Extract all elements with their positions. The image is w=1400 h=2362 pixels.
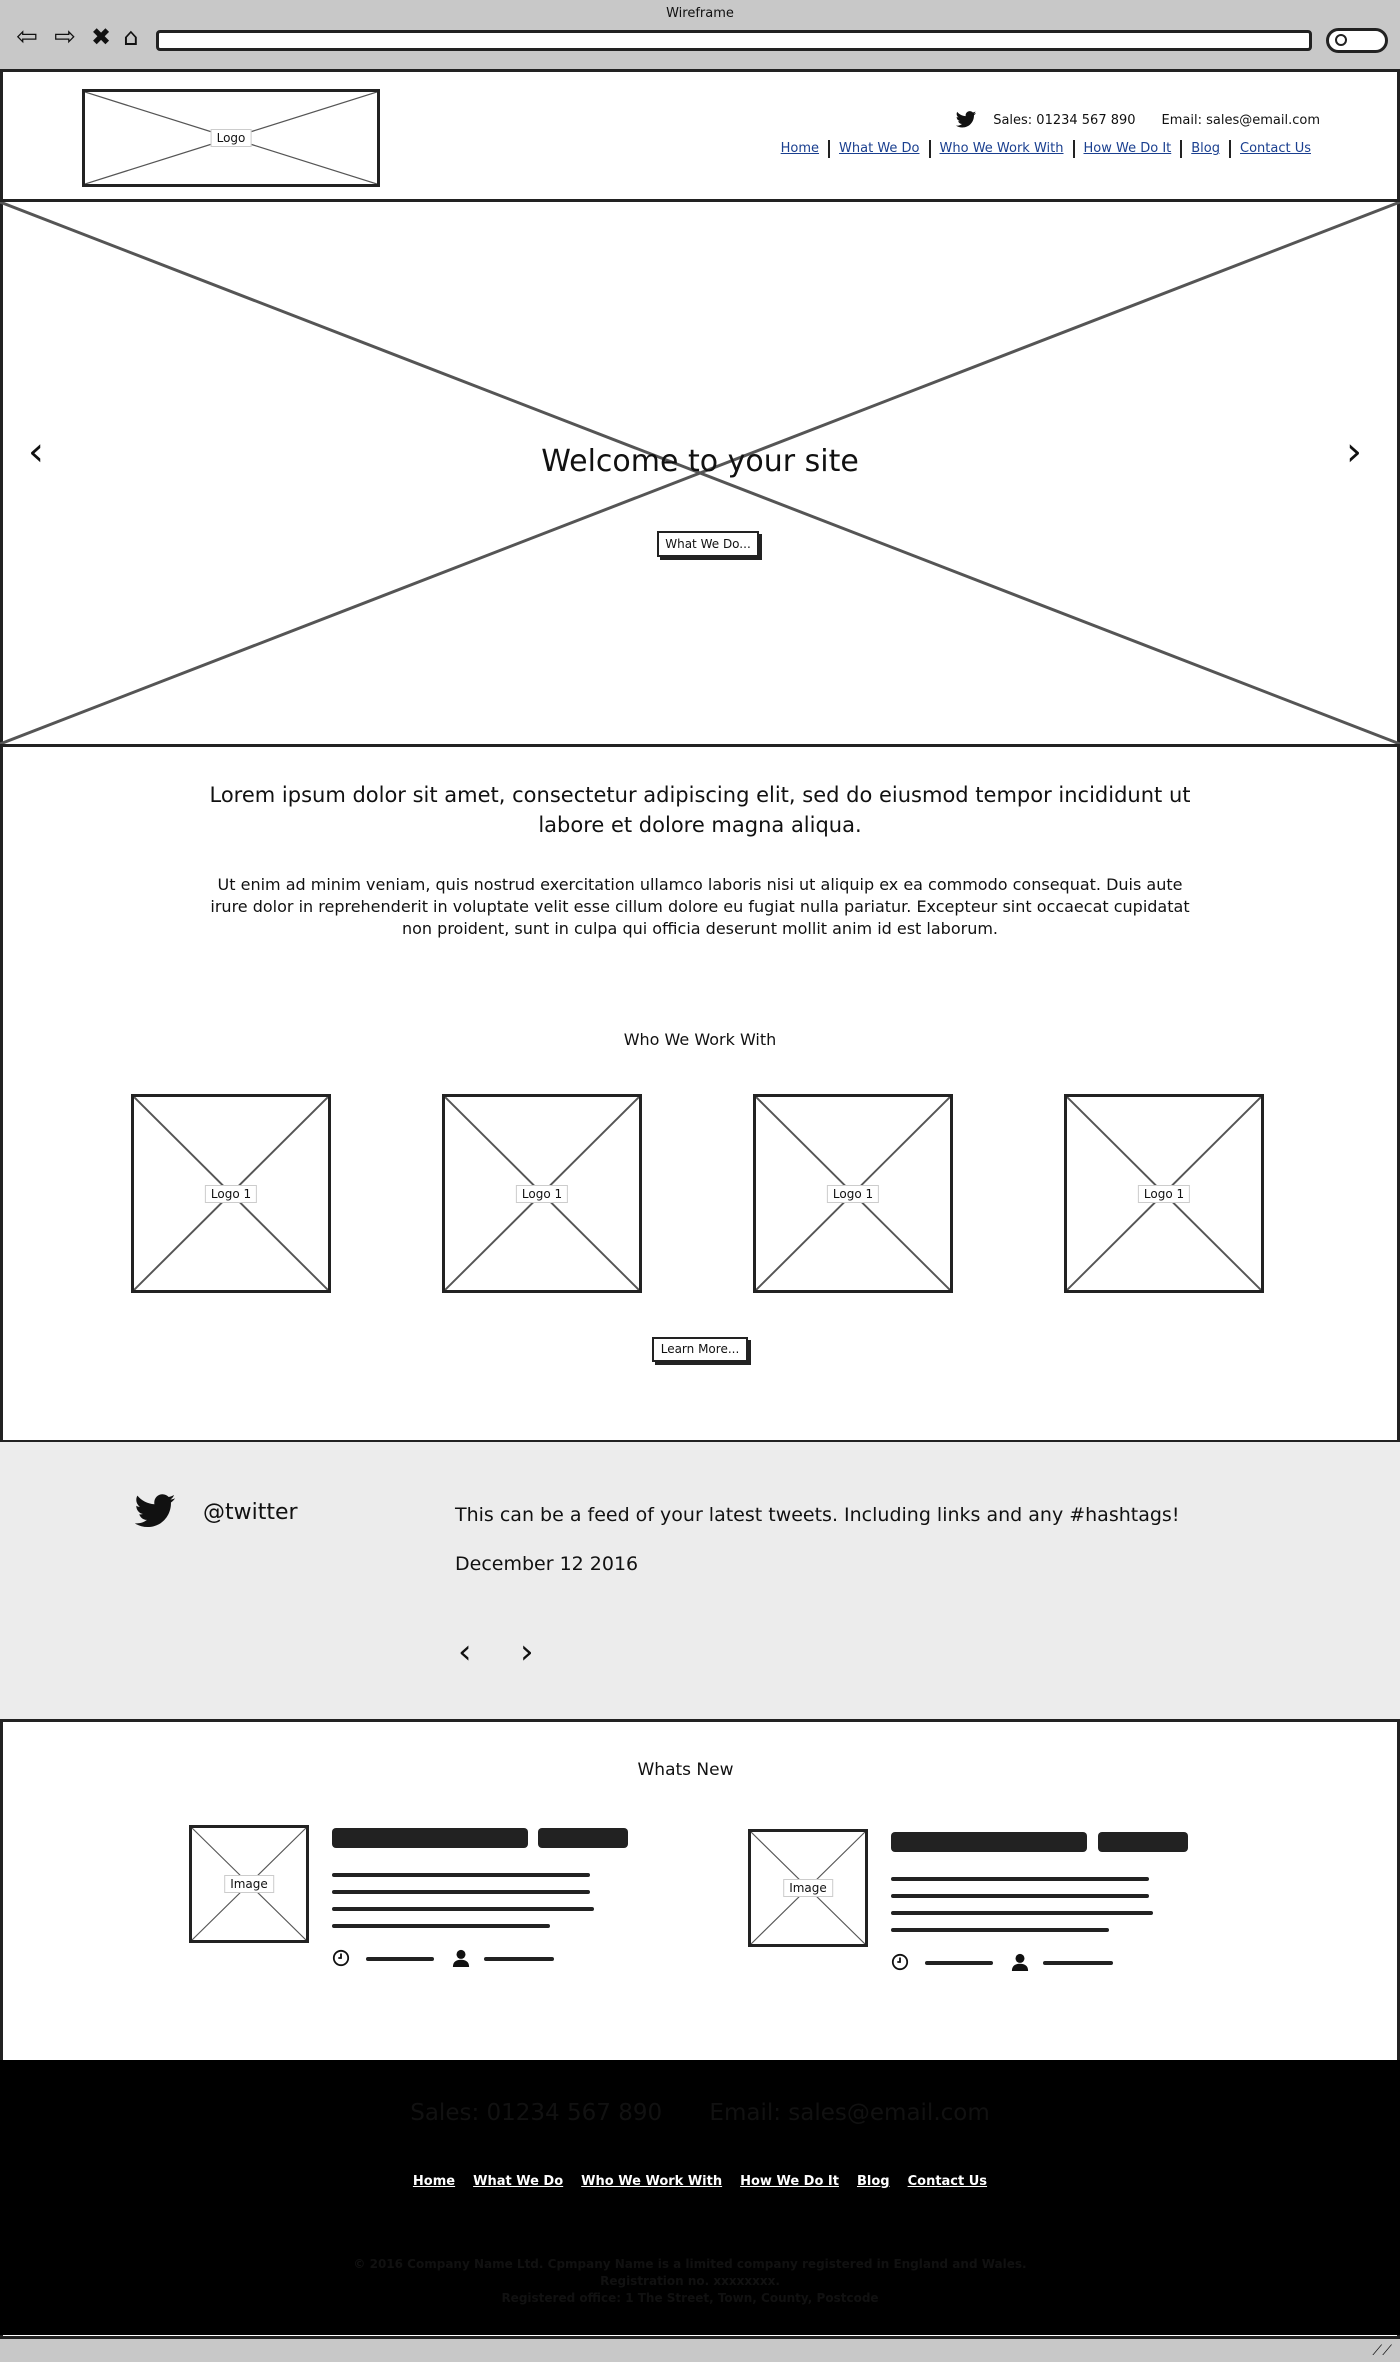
client-logo-label: Logo 1 xyxy=(205,1185,257,1203)
legal-line-1: © 2016 Company Name Ltd. Cpmpany Name is a limited company registered in England and Wales. xyxy=(353,2257,1027,2271)
tweet-date: December 12 2016 xyxy=(455,1553,639,1575)
hero-next-chevron-icon[interactable]: › xyxy=(1346,429,1362,475)
footer-nav-what-we-do[interactable]: What We Do xyxy=(473,2174,564,2189)
footer-navigation xyxy=(0,2174,1400,2189)
news-text-line xyxy=(891,1894,1149,1898)
intro-lead: Lorem ipsum dolor sit amet, consectetur adipiscing elit, sed do eiusmod tempor incididunt ut labore et dolore magna aliqua. xyxy=(209,783,1191,837)
footer-sales-phone: Sales: 01234 567 890 xyxy=(410,2100,663,2126)
client-logo-label: Logo 1 xyxy=(1138,1185,1190,1203)
search-field[interactable] xyxy=(1326,28,1388,53)
hero-title: Welcome to your site xyxy=(541,444,859,479)
footer-nav-blog[interactable]: Blog xyxy=(856,2174,890,2189)
legal-line-3: Registered office: 1 The Street, Town, County, Postcode xyxy=(501,2291,879,2305)
clock-icon xyxy=(891,1953,909,1971)
footer-nav-home[interactable]: Home xyxy=(412,2174,456,2189)
client-logo-1[interactable] xyxy=(131,1094,331,1293)
nav-how-we-do-it[interactable]: How We Do It xyxy=(1073,140,1181,158)
user-icon xyxy=(452,1949,470,1967)
twitter-icon[interactable] xyxy=(955,110,977,130)
header-sales-phone: Sales: 01234 567 890 xyxy=(993,112,1136,128)
learn-more-button[interactable]: Learn More... xyxy=(652,1337,748,1362)
news-text-line xyxy=(332,1924,550,1928)
nav-who-we-work-with[interactable]: Who We Work With xyxy=(929,140,1073,158)
client-logo-2[interactable] xyxy=(442,1094,642,1293)
news-image-1[interactable] xyxy=(189,1825,309,1943)
search-icon xyxy=(1335,34,1347,46)
client-logo-label: Logo 1 xyxy=(516,1185,568,1203)
home-icon[interactable]: ⌂ xyxy=(123,23,139,51)
news-text-line xyxy=(891,1928,1109,1932)
twitter-handle[interactable]: @twitter xyxy=(203,1500,298,1525)
window-title: Wireframe xyxy=(666,6,734,21)
clock-icon xyxy=(332,1949,350,1967)
nav-home[interactable]: Home xyxy=(780,141,820,156)
news-headline-scribble[interactable] xyxy=(538,1828,628,1848)
client-logo-4[interactable] xyxy=(1064,1094,1264,1293)
user-icon xyxy=(1011,1953,1029,1971)
news-image-2[interactable] xyxy=(748,1829,868,1947)
news-text-line xyxy=(332,1873,590,1877)
news-text-line xyxy=(891,1877,1149,1881)
twitter-feed-section xyxy=(0,1442,1400,1722)
nav-blog[interactable]: Blog xyxy=(1180,140,1229,158)
news-headline-scribble[interactable] xyxy=(1098,1832,1188,1852)
logo-placeholder[interactable] xyxy=(82,89,380,187)
news-image-label: Image xyxy=(783,1879,833,1897)
forward-arrow-icon[interactable]: ⇨ xyxy=(54,22,76,52)
hero-prev-chevron-icon[interactable]: ‹ xyxy=(28,429,44,475)
news-meta-author xyxy=(1043,1961,1113,1965)
tweet-next-chevron-icon[interactable]: › xyxy=(520,1632,534,1672)
footer-email[interactable]: Email: sales@email.com xyxy=(709,2100,990,2126)
client-logo-label: Logo 1 xyxy=(827,1185,879,1203)
what-we-do-button[interactable]: What We Do... xyxy=(657,531,759,557)
footer-nav-how-we-do-it[interactable]: How We Do It xyxy=(740,2174,839,2189)
legal-line-2: Registration no. xxxxxxxx. xyxy=(600,2274,780,2288)
twitter-icon[interactable] xyxy=(133,1493,177,1531)
news-text-line xyxy=(332,1890,590,1894)
news-meta-author xyxy=(484,1957,554,1961)
top-navigation xyxy=(772,140,1320,158)
address-bar[interactable] xyxy=(156,30,1312,51)
news-headline-scribble[interactable] xyxy=(332,1828,528,1848)
header-contact xyxy=(955,110,1320,130)
stop-close-icon[interactable]: ✖ xyxy=(90,23,112,51)
header-email[interactable]: Email: sales@email.com xyxy=(1161,112,1320,128)
intro-body: Ut enim ad minim veniam, quis nostrud exercitation ullamco laboris nisi ut aliquip ex ea commodo consequat. Duis aute irure dolor in reprehenderit in voluptate velit esse cillum dolore eu fugiat nulla pariatur. Excepteur sint occaecat cupidatat non proident, sunt in culpa qui officia deserunt mollit anim id est laborum. xyxy=(210,875,1190,938)
whats-new-title: Whats New xyxy=(637,1760,734,1780)
footer-contact xyxy=(0,2100,1400,2126)
news-text-line xyxy=(891,1911,1153,1915)
browser-toolbar xyxy=(0,0,1400,72)
clients-title: Who We Work With xyxy=(623,1030,777,1049)
browser-status-bar xyxy=(0,2336,1400,2362)
news-image-label: Image xyxy=(224,1875,274,1893)
logo-label: Logo xyxy=(211,129,252,147)
footer-legal xyxy=(0,2256,1380,2307)
footer-nav-who-we-work-with[interactable]: Who We Work With xyxy=(581,2174,723,2189)
nav-what-we-do[interactable]: What We Do xyxy=(828,140,928,158)
resize-handle-icon[interactable]: ⟋⟋ xyxy=(1372,2343,1392,2359)
tweet-prev-chevron-icon[interactable]: ‹ xyxy=(458,1632,472,1672)
back-arrow-icon[interactable]: ⇦ xyxy=(16,22,38,52)
news-headline-scribble[interactable] xyxy=(891,1832,1087,1852)
news-text-line xyxy=(332,1907,594,1911)
news-meta-date xyxy=(366,1957,434,1961)
nav-contact-us[interactable]: Contact Us xyxy=(1229,140,1320,158)
news-meta-date xyxy=(925,1961,993,1965)
tweet-text: This can be a feed of your latest tweets. Including links and any #hashtags! xyxy=(455,1504,1180,1526)
client-logo-3[interactable] xyxy=(753,1094,953,1293)
footer-nav-contact-us[interactable]: Contact Us xyxy=(907,2174,988,2189)
